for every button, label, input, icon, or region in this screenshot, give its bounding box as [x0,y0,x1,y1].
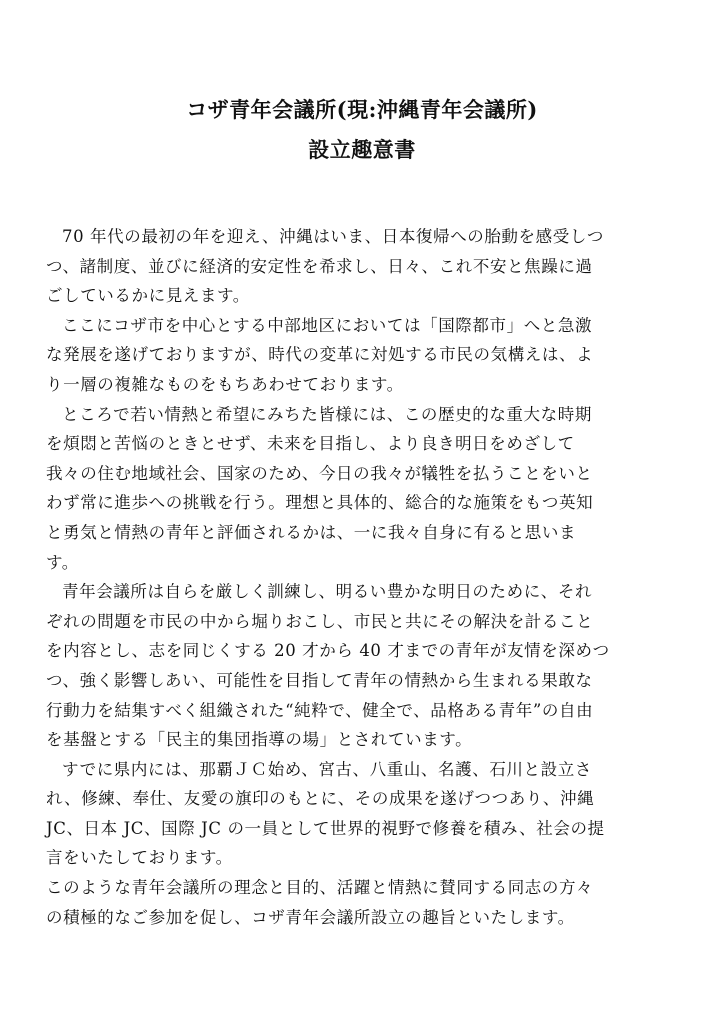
body-line: つ、諸制度、並びに経済的安定性を希求し、日々、これ不安と焦躁に過 [46,256,593,276]
body-line: す。 [46,552,79,572]
body-line: 青年会議所は自らを厳しく訓練し、明るい豊かな明日のために、それ [62,582,593,602]
body-line: 我々の住む地域社会、国家のため、今日の我々が犠牲を払うことをいと [46,463,593,483]
body-line: ごしているかに見えます。 [46,286,250,306]
body-line: な発展を遂げておりますが、時代の変革に対処する市民の気構えは、よ [46,345,594,365]
body-line: つ、強く影響しあい、可能性を目指して青年の情熱から生まれる果敢な [46,670,593,690]
body-line: 70 年代の最初の年を迎え、沖縄はいま、日本復帰への胎動を感受しつ [62,227,605,246]
body-line: 行動力を結集すべく組織された“純粋で、健全で、品格ある青年”の自由 [46,700,594,720]
body-line: の積極的なご参加を促し、コザ青年会議所設立の趣旨といたします。 [46,907,575,927]
body-line: り一層の複雑なものをもちあわせております。 [46,374,404,394]
body-line: このような青年会議所の理念と目的、活躍と情熱に賛同する同志の方々 [46,878,594,898]
body-line: JC、日本 JC、国際 JC の一員として世界的視野で修養を積み、社会の提 [46,818,605,838]
body-line: と勇気と情熱の青年と評価されるかは、一に我々自身に有ると思いま [46,522,577,542]
document-body [46,222,686,932]
body-line: れ、修練、奉仕、友愛の旗印のもとに、その成果を遂げつつあり、沖縄 [46,789,595,809]
document-subtitle: 設立趣意書 [308,137,416,162]
body-line: わず常に進歩への挑戦を行う。理想と具体的、総合的な施策をもつ英知 [46,493,594,513]
body-line: ぞれの問題を市民の中から堀りおこし、市民と共にその解決を計ること [46,611,594,631]
body-line: を煩悶と苦悩のときとせず、未来を目指し、より良き明日をめざして [46,434,575,454]
body-line: ところで若い情熱と希望にみちた皆様には、この歴史的な重大な時期 [62,404,592,424]
body-line: ここにコザ市を中心とする中部地区においては「国際都市」へと急激 [62,315,593,335]
document-title: コザ青年会議所(現:沖縄青年会議所) [186,97,538,122]
body-line: すでに県内には、那覇ＪＣ始め、宮古、八重山、名護、石川と設立さ [62,759,592,779]
body-line: 言をいたしております。 [46,848,233,868]
body-line: を内容とし、志を同じくする 20 才から 40 才までの青年が友情を深めつ [46,641,610,661]
title-block [0,90,724,170]
body-line: を基盤とする「民主的集団指導の場」とされています。 [46,730,473,750]
